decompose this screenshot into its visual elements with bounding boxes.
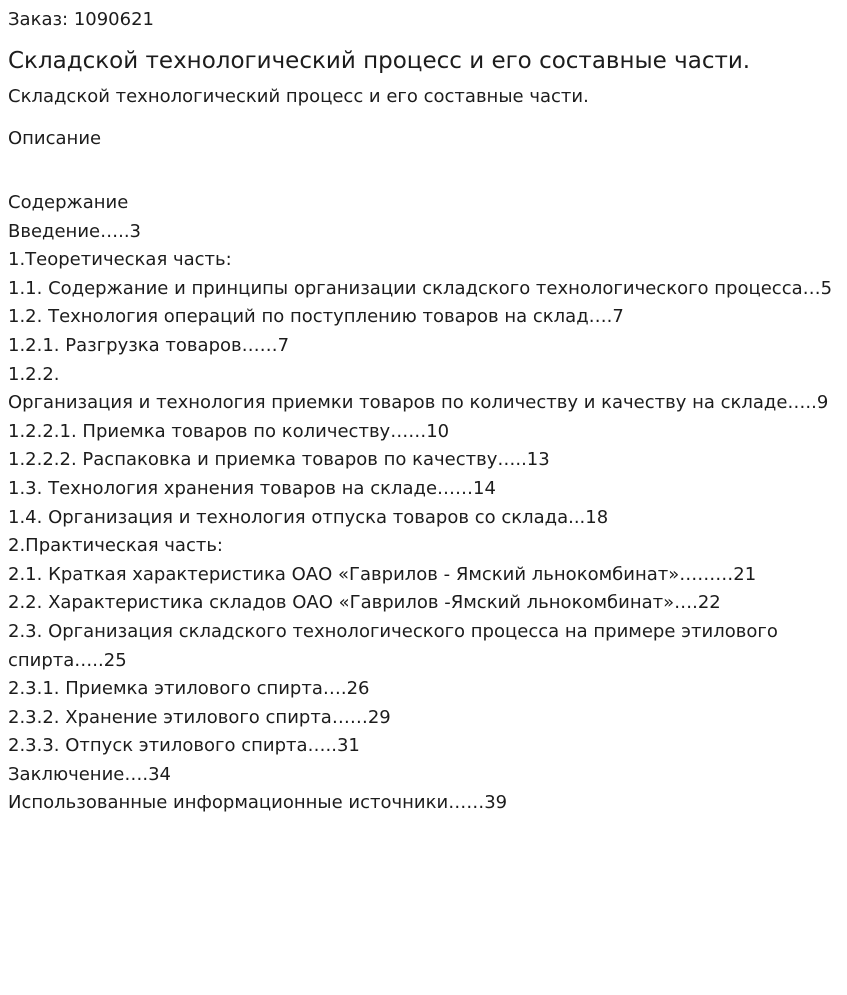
toc-item: 2.3.1. Приемка этилового спирта….26 [8,678,370,700]
toc-item: 2.3.3. Отпуск этилового спирта…..31 [8,735,360,757]
toc-item: 1.3. Технология хранения товаров на складе……14 [8,477,496,499]
toc-item: Использованные информационные источники……39 [8,792,508,814]
table-of-contents [8,189,839,818]
toc-item: Заключение….34 [8,763,171,785]
toc-item: 2.3. Организация складского технологического процесса на примере этилового спирта…..25 [8,620,778,671]
toc-item: 1.2. Технология операций по поступлению товаров на склад….7 [8,306,624,328]
toc-item: 1.2.2.2. Распаковка и приемка товаров по качеству…..13 [8,449,550,471]
toc-heading: Содержание [8,192,129,213]
page-subtitle: Складской технологический процесс и его составные части. [8,86,589,107]
toc-item: 1.2.2. [8,363,60,385]
toc-item: 1.2.1. Разгрузка товаров……7 [8,334,290,356]
order-number: Заказ: 1090621 [8,9,154,30]
toc-item: 2.3.2. Хранение этилового спирта……29 [8,706,391,728]
toc-item: 1.2.2.1. Приемка товаров по количеству……10 [8,420,450,442]
toc-item: 1.Теоретическая часть: [8,249,232,271]
toc-item: Введение…..3 [8,220,141,242]
toc-item: 1.1. Содержание и принципы организации складского технологического процесса…5 [8,277,833,299]
toc-item: 2.Практическая часть: [8,535,223,557]
toc-item: 1.4. Организация и технология отпуска товаров со склада...18 [8,506,609,528]
toc-item: 2.1. Краткая характеристика ОАО «Гаврилов - Ямский льнокомбинат»………21 [8,563,757,585]
toc-item: 2.2. Характеристика складов ОАО «Гаврилов -Ямский льнокомбинат»….22 [8,592,721,614]
page-title: Складской технологический процесс и его составные части. [8,48,751,74]
toc-item: Организация и технология приемки товаров по количеству и качеству на складе…..9 [8,392,829,414]
description-heading: Описание [8,128,102,149]
